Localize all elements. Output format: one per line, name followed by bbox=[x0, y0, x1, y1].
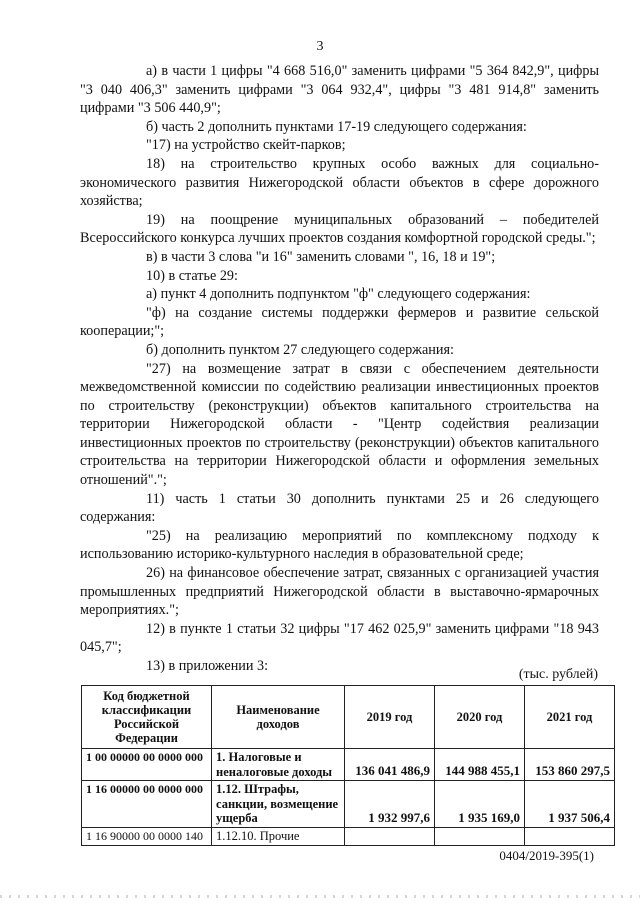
table-header-row bbox=[82, 686, 615, 749]
row-code: 1 16 00000 00 0000 000 bbox=[82, 781, 212, 828]
paragraph: "27) на возмещение затрат в связи с обеспечением деятельности межведомственной комиссии по содействию реализации инвестиционных проектов по строительству (реконструкции) объектов капитального строительства на территории Нижегородской области - "Центр содействия реализации инвестиционных проектов по строительству (реконструкции) объектов капитального строительства на территории Нижегородской области и оформления земельных отношений"."; bbox=[80, 360, 599, 489]
header-name: Наименование доходов bbox=[212, 686, 345, 749]
paragraph: 18) на строительство крупных особо важных для социально-экономического развития Нижегородской области объектов в сфере дорожного хозяйства; bbox=[80, 155, 599, 210]
paragraph: 11) часть 1 статьи 30 дополнить пунктами 25 и 26 следующего содержания: bbox=[80, 490, 599, 526]
paragraph: 19) на поощрение муниципальных образований – победителей Всероссийского конкурса лучших проектов создания комфортной городской среды."; bbox=[80, 211, 599, 247]
revenue-table bbox=[81, 685, 615, 846]
header-code: Код бюджетной классификации Российской Федерации bbox=[82, 686, 212, 749]
paragraph: 13) в приложении 3: bbox=[146, 658, 269, 674]
units-label: (тыс. рублей) bbox=[518, 667, 598, 682]
row-value-2020: 144 988 455,1 bbox=[435, 749, 525, 781]
row-value-2020 bbox=[435, 827, 525, 845]
row-value-2020: 1 935 169,0 bbox=[435, 781, 525, 828]
paragraph: б) часть 2 дополнить пунктами 17-19 следующего содержания: bbox=[146, 118, 527, 135]
paragraph: а) в части 1 цифры "4 668 516,0" заменить цифрами "5 364 842,9", цифры "3 040 406,3" заменить цифрами "3 064 932,4", цифры "3 481 914,8" заменить цифрами "3 506 440,9"; bbox=[80, 63, 599, 117]
paragraph: в) в части 3 слова "и 16" заменить словами ", 16, 18 и 19"; bbox=[146, 248, 496, 265]
row-name: 1.12. Штрафы, санкции, возмещение ущерба bbox=[212, 781, 345, 828]
document-id: 0404/2019-395(1) bbox=[499, 848, 594, 863]
row-name: 1.12.10. Прочие bbox=[212, 827, 345, 845]
header-2021: 2021 год bbox=[525, 686, 615, 749]
row-value-2021: 153 860 297,5 bbox=[525, 749, 615, 781]
paragraph: б) дополнить пунктом 27 следующего содержания: bbox=[146, 341, 454, 358]
row-value-2019: 136 041 486,9 bbox=[345, 749, 435, 781]
header-2020: 2020 год bbox=[435, 686, 525, 749]
paragraph: а) пункт 4 дополнить подпунктом "ф" следующего содержания: bbox=[146, 286, 531, 303]
table-row bbox=[82, 781, 615, 828]
paragraph: "25) на реализацию мероприятий по комплексному подходу к использованию историко-культурного наследия в образовательной среде; bbox=[80, 527, 599, 563]
paragraph: 10) в статье 29: bbox=[146, 267, 238, 284]
page-number: 3 bbox=[316, 39, 324, 54]
row-value-2021: 1 937 506,4 bbox=[525, 781, 615, 828]
row-value-2019: 1 932 997,6 bbox=[345, 781, 435, 828]
scan-artifact-line bbox=[0, 895, 640, 898]
table-row bbox=[82, 827, 615, 845]
paragraph: "ф) на создание системы поддержки фермеров и развитие сельской кооперации;"; bbox=[80, 304, 599, 340]
table-row bbox=[82, 749, 615, 781]
paragraph: 26) на финансовое обеспечение затрат, связанных с организацией участия промышленных предприятий Нижегородской области в выставочно-ярмарочных мероприятиях."; bbox=[80, 565, 599, 619]
document-body bbox=[80, 62, 599, 676]
header-2019: 2019 год bbox=[345, 686, 435, 749]
paragraph: "17) на устройство скейт-парков; bbox=[146, 137, 346, 154]
row-code: 1 00 00000 00 0000 000 bbox=[82, 749, 212, 781]
row-code: 1 16 90000 00 0000 140 bbox=[82, 827, 212, 845]
paragraph: 12) в пункте 1 статьи 32 цифры "17 462 025,9" заменить цифрами "18 943 045,7"; bbox=[80, 620, 599, 656]
row-name: 1. Налоговые и неналоговые доходы bbox=[212, 749, 345, 781]
row-value-2021 bbox=[525, 827, 615, 845]
row-value-2019 bbox=[345, 827, 435, 845]
